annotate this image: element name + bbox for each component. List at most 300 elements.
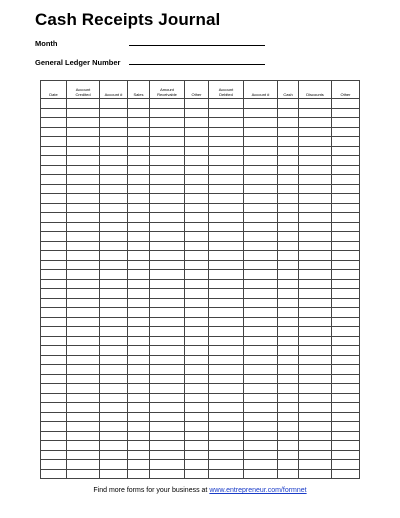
table-cell[interactable] bbox=[209, 127, 244, 137]
table-cell[interactable] bbox=[332, 469, 360, 479]
table-cell[interactable] bbox=[150, 270, 185, 280]
table-cell[interactable] bbox=[299, 165, 332, 175]
table-cell[interactable] bbox=[41, 108, 67, 118]
table-cell[interactable] bbox=[299, 460, 332, 470]
table-cell[interactable] bbox=[67, 308, 100, 318]
table-cell[interactable] bbox=[128, 336, 150, 346]
table-cell[interactable] bbox=[185, 289, 209, 299]
table-cell[interactable] bbox=[209, 393, 244, 403]
table-cell[interactable] bbox=[128, 165, 150, 175]
table-cell[interactable] bbox=[244, 127, 278, 137]
table-cell[interactable] bbox=[100, 222, 128, 232]
table-cell[interactable] bbox=[299, 450, 332, 460]
table-cell[interactable] bbox=[67, 203, 100, 213]
table-cell[interactable] bbox=[332, 374, 360, 384]
table-cell[interactable] bbox=[332, 241, 360, 251]
table-cell[interactable] bbox=[332, 346, 360, 356]
table-cell[interactable] bbox=[100, 308, 128, 318]
table-cell[interactable] bbox=[209, 175, 244, 185]
table-cell[interactable] bbox=[332, 137, 360, 147]
table-cell[interactable] bbox=[244, 374, 278, 384]
table-cell[interactable] bbox=[100, 374, 128, 384]
table-cell[interactable] bbox=[41, 336, 67, 346]
table-cell[interactable] bbox=[100, 260, 128, 270]
table-cell[interactable] bbox=[185, 184, 209, 194]
table-cell[interactable] bbox=[128, 279, 150, 289]
table-cell[interactable] bbox=[41, 127, 67, 137]
table-cell[interactable] bbox=[299, 441, 332, 451]
table-cell[interactable] bbox=[209, 270, 244, 280]
table-cell[interactable] bbox=[299, 308, 332, 318]
table-cell[interactable] bbox=[332, 308, 360, 318]
table-cell[interactable] bbox=[41, 175, 67, 185]
table-cell[interactable] bbox=[41, 241, 67, 251]
table-cell[interactable] bbox=[128, 232, 150, 242]
table-cell[interactable] bbox=[209, 431, 244, 441]
table-cell[interactable] bbox=[67, 108, 100, 118]
table-cell[interactable] bbox=[67, 289, 100, 299]
table-cell[interactable] bbox=[150, 137, 185, 147]
table-cell[interactable] bbox=[185, 317, 209, 327]
table-cell[interactable] bbox=[278, 127, 299, 137]
table-cell[interactable] bbox=[332, 251, 360, 261]
table-cell[interactable] bbox=[128, 374, 150, 384]
table-cell[interactable] bbox=[100, 251, 128, 261]
table-cell[interactable] bbox=[278, 355, 299, 365]
table-cell[interactable] bbox=[299, 279, 332, 289]
table-cell[interactable] bbox=[209, 279, 244, 289]
table-cell[interactable] bbox=[332, 222, 360, 232]
table-cell[interactable] bbox=[67, 213, 100, 223]
table-cell[interactable] bbox=[67, 99, 100, 109]
table-cell[interactable] bbox=[41, 270, 67, 280]
table-cell[interactable] bbox=[150, 346, 185, 356]
table-cell[interactable] bbox=[332, 403, 360, 413]
table-cell[interactable] bbox=[41, 403, 67, 413]
table-cell[interactable] bbox=[150, 251, 185, 261]
table-cell[interactable] bbox=[244, 260, 278, 270]
table-cell[interactable] bbox=[244, 99, 278, 109]
table-cell[interactable] bbox=[332, 412, 360, 422]
table-cell[interactable] bbox=[41, 374, 67, 384]
table-cell[interactable] bbox=[41, 118, 67, 128]
table-cell[interactable] bbox=[100, 175, 128, 185]
table-cell[interactable] bbox=[278, 374, 299, 384]
table-cell[interactable] bbox=[67, 393, 100, 403]
table-cell[interactable] bbox=[41, 298, 67, 308]
table-cell[interactable] bbox=[41, 431, 67, 441]
table-cell[interactable] bbox=[244, 355, 278, 365]
table-cell[interactable] bbox=[299, 346, 332, 356]
table-cell[interactable] bbox=[128, 384, 150, 394]
table-cell[interactable] bbox=[100, 203, 128, 213]
table-cell[interactable] bbox=[299, 118, 332, 128]
table-cell[interactable] bbox=[128, 213, 150, 223]
table-cell[interactable] bbox=[100, 327, 128, 337]
table-cell[interactable] bbox=[209, 194, 244, 204]
table-cell[interactable] bbox=[332, 279, 360, 289]
table-cell[interactable] bbox=[100, 146, 128, 156]
table-cell[interactable] bbox=[100, 384, 128, 394]
table-cell[interactable] bbox=[278, 108, 299, 118]
table-cell[interactable] bbox=[128, 355, 150, 365]
table-cell[interactable] bbox=[244, 403, 278, 413]
table-cell[interactable] bbox=[185, 251, 209, 261]
table-cell[interactable] bbox=[244, 431, 278, 441]
table-cell[interactable] bbox=[67, 194, 100, 204]
table-cell[interactable] bbox=[128, 184, 150, 194]
table-cell[interactable] bbox=[100, 298, 128, 308]
table-cell[interactable] bbox=[67, 431, 100, 441]
table-cell[interactable] bbox=[244, 165, 278, 175]
table-cell[interactable] bbox=[185, 241, 209, 251]
table-cell[interactable] bbox=[244, 251, 278, 261]
table-cell[interactable] bbox=[209, 289, 244, 299]
table-cell[interactable] bbox=[150, 232, 185, 242]
table-cell[interactable] bbox=[244, 412, 278, 422]
table-cell[interactable] bbox=[278, 194, 299, 204]
table-cell[interactable] bbox=[244, 203, 278, 213]
table-cell[interactable] bbox=[128, 412, 150, 422]
table-cell[interactable] bbox=[128, 469, 150, 479]
table-cell[interactable] bbox=[278, 317, 299, 327]
table-cell[interactable] bbox=[299, 327, 332, 337]
table-cell[interactable] bbox=[150, 422, 185, 432]
table-cell[interactable] bbox=[278, 232, 299, 242]
table-cell[interactable] bbox=[332, 450, 360, 460]
table-cell[interactable] bbox=[299, 355, 332, 365]
table-cell[interactable] bbox=[332, 384, 360, 394]
table-cell[interactable] bbox=[128, 460, 150, 470]
table-cell[interactable] bbox=[209, 251, 244, 261]
table-cell[interactable] bbox=[150, 289, 185, 299]
table-cell[interactable] bbox=[244, 118, 278, 128]
table-cell[interactable] bbox=[332, 213, 360, 223]
table-cell[interactable] bbox=[278, 279, 299, 289]
table-cell[interactable] bbox=[128, 441, 150, 451]
table-cell[interactable] bbox=[299, 137, 332, 147]
table-cell[interactable] bbox=[41, 289, 67, 299]
table-cell[interactable] bbox=[150, 365, 185, 375]
table-cell[interactable] bbox=[150, 118, 185, 128]
table-cell[interactable] bbox=[150, 213, 185, 223]
table-cell[interactable] bbox=[100, 184, 128, 194]
table-cell[interactable] bbox=[150, 175, 185, 185]
table-cell[interactable] bbox=[67, 365, 100, 375]
table-cell[interactable] bbox=[150, 327, 185, 337]
table-cell[interactable] bbox=[41, 184, 67, 194]
table-cell[interactable] bbox=[185, 175, 209, 185]
table-cell[interactable] bbox=[244, 108, 278, 118]
table-cell[interactable] bbox=[244, 156, 278, 166]
table-cell[interactable] bbox=[67, 422, 100, 432]
table-cell[interactable] bbox=[41, 232, 67, 242]
table-cell[interactable] bbox=[209, 308, 244, 318]
table-cell[interactable] bbox=[299, 317, 332, 327]
table-cell[interactable] bbox=[67, 127, 100, 137]
table-cell[interactable] bbox=[244, 317, 278, 327]
table-cell[interactable] bbox=[41, 203, 67, 213]
table-cell[interactable] bbox=[41, 99, 67, 109]
table-cell[interactable] bbox=[100, 289, 128, 299]
table-cell[interactable] bbox=[150, 393, 185, 403]
table-cell[interactable] bbox=[41, 317, 67, 327]
table-cell[interactable] bbox=[244, 422, 278, 432]
table-cell[interactable] bbox=[128, 260, 150, 270]
table-cell[interactable] bbox=[41, 146, 67, 156]
table-cell[interactable] bbox=[185, 374, 209, 384]
table-cell[interactable] bbox=[278, 308, 299, 318]
table-cell[interactable] bbox=[100, 108, 128, 118]
table-cell[interactable] bbox=[299, 213, 332, 223]
table-cell[interactable] bbox=[150, 431, 185, 441]
table-cell[interactable] bbox=[67, 137, 100, 147]
table-cell[interactable] bbox=[128, 137, 150, 147]
table-cell[interactable] bbox=[244, 184, 278, 194]
table-cell[interactable] bbox=[128, 403, 150, 413]
table-cell[interactable] bbox=[299, 251, 332, 261]
table-cell[interactable] bbox=[185, 393, 209, 403]
table-cell[interactable] bbox=[128, 203, 150, 213]
table-cell[interactable] bbox=[244, 346, 278, 356]
table-cell[interactable] bbox=[185, 146, 209, 156]
table-cell[interactable] bbox=[278, 146, 299, 156]
table-cell[interactable] bbox=[128, 317, 150, 327]
table-cell[interactable] bbox=[185, 279, 209, 289]
table-cell[interactable] bbox=[299, 422, 332, 432]
table-cell[interactable] bbox=[150, 184, 185, 194]
table-cell[interactable] bbox=[128, 146, 150, 156]
table-cell[interactable] bbox=[100, 317, 128, 327]
table-cell[interactable] bbox=[41, 365, 67, 375]
table-cell[interactable] bbox=[209, 298, 244, 308]
table-cell[interactable] bbox=[185, 355, 209, 365]
table-cell[interactable] bbox=[128, 393, 150, 403]
table-cell[interactable] bbox=[209, 403, 244, 413]
table-cell[interactable] bbox=[299, 270, 332, 280]
table-cell[interactable] bbox=[244, 194, 278, 204]
table-cell[interactable] bbox=[244, 279, 278, 289]
table-cell[interactable] bbox=[185, 450, 209, 460]
general-ledger-number-field[interactable] bbox=[129, 64, 265, 65]
formnet-link[interactable]: www.entrepreneur.com/formnet bbox=[209, 487, 307, 494]
table-cell[interactable] bbox=[150, 165, 185, 175]
table-cell[interactable] bbox=[150, 146, 185, 156]
table-cell[interactable] bbox=[67, 317, 100, 327]
table-cell[interactable] bbox=[299, 241, 332, 251]
table-cell[interactable] bbox=[209, 412, 244, 422]
table-cell[interactable] bbox=[185, 99, 209, 109]
table-cell[interactable] bbox=[244, 469, 278, 479]
table-cell[interactable] bbox=[299, 184, 332, 194]
table-cell[interactable] bbox=[67, 460, 100, 470]
table-cell[interactable] bbox=[244, 146, 278, 156]
table-cell[interactable] bbox=[278, 99, 299, 109]
table-cell[interactable] bbox=[185, 213, 209, 223]
table-cell[interactable] bbox=[332, 422, 360, 432]
month-field[interactable] bbox=[129, 45, 265, 46]
table-cell[interactable] bbox=[128, 156, 150, 166]
table-cell[interactable] bbox=[41, 222, 67, 232]
table-cell[interactable] bbox=[332, 327, 360, 337]
table-cell[interactable] bbox=[150, 412, 185, 422]
table-cell[interactable] bbox=[332, 203, 360, 213]
table-cell[interactable] bbox=[278, 289, 299, 299]
table-cell[interactable] bbox=[100, 393, 128, 403]
table-cell[interactable] bbox=[244, 137, 278, 147]
table-cell[interactable] bbox=[128, 127, 150, 137]
table-cell[interactable] bbox=[128, 241, 150, 251]
table-cell[interactable] bbox=[100, 137, 128, 147]
table-cell[interactable] bbox=[100, 270, 128, 280]
table-cell[interactable] bbox=[67, 441, 100, 451]
table-cell[interactable] bbox=[278, 251, 299, 261]
table-cell[interactable] bbox=[209, 232, 244, 242]
table-cell[interactable] bbox=[185, 384, 209, 394]
table-cell[interactable] bbox=[67, 336, 100, 346]
table-cell[interactable] bbox=[185, 365, 209, 375]
table-cell[interactable] bbox=[278, 260, 299, 270]
table-cell[interactable] bbox=[185, 232, 209, 242]
table-cell[interactable] bbox=[185, 403, 209, 413]
table-cell[interactable] bbox=[209, 156, 244, 166]
table-cell[interactable] bbox=[150, 156, 185, 166]
table-cell[interactable] bbox=[278, 422, 299, 432]
table-cell[interactable] bbox=[185, 127, 209, 137]
table-cell[interactable] bbox=[209, 203, 244, 213]
table-cell[interactable] bbox=[67, 165, 100, 175]
table-cell[interactable] bbox=[332, 146, 360, 156]
table-cell[interactable] bbox=[67, 184, 100, 194]
table-cell[interactable] bbox=[299, 289, 332, 299]
table-cell[interactable] bbox=[299, 203, 332, 213]
table-cell[interactable] bbox=[209, 441, 244, 451]
table-cell[interactable] bbox=[244, 450, 278, 460]
table-cell[interactable] bbox=[332, 118, 360, 128]
table-cell[interactable] bbox=[209, 374, 244, 384]
table-cell[interactable] bbox=[209, 108, 244, 118]
table-cell[interactable] bbox=[244, 393, 278, 403]
table-cell[interactable] bbox=[278, 384, 299, 394]
table-cell[interactable] bbox=[100, 127, 128, 137]
table-cell[interactable] bbox=[100, 365, 128, 375]
table-cell[interactable] bbox=[278, 137, 299, 147]
table-cell[interactable] bbox=[278, 365, 299, 375]
table-cell[interactable] bbox=[150, 279, 185, 289]
table-cell[interactable] bbox=[100, 403, 128, 413]
table-cell[interactable] bbox=[185, 165, 209, 175]
table-cell[interactable] bbox=[128, 298, 150, 308]
table-cell[interactable] bbox=[100, 336, 128, 346]
table-cell[interactable] bbox=[209, 146, 244, 156]
table-cell[interactable] bbox=[244, 460, 278, 470]
table-cell[interactable] bbox=[41, 165, 67, 175]
table-cell[interactable] bbox=[332, 270, 360, 280]
table-cell[interactable] bbox=[278, 412, 299, 422]
table-cell[interactable] bbox=[100, 194, 128, 204]
table-cell[interactable] bbox=[185, 203, 209, 213]
table-cell[interactable] bbox=[41, 384, 67, 394]
table-cell[interactable] bbox=[150, 127, 185, 137]
table-cell[interactable] bbox=[100, 412, 128, 422]
table-cell[interactable] bbox=[67, 232, 100, 242]
table-cell[interactable] bbox=[299, 194, 332, 204]
table-cell[interactable] bbox=[150, 222, 185, 232]
table-cell[interactable] bbox=[209, 184, 244, 194]
table-cell[interactable] bbox=[41, 279, 67, 289]
table-cell[interactable] bbox=[67, 146, 100, 156]
table-cell[interactable] bbox=[209, 450, 244, 460]
table-cell[interactable] bbox=[332, 431, 360, 441]
table-cell[interactable] bbox=[67, 355, 100, 365]
table-cell[interactable] bbox=[150, 469, 185, 479]
table-cell[interactable] bbox=[185, 431, 209, 441]
table-cell[interactable] bbox=[299, 298, 332, 308]
table-cell[interactable] bbox=[41, 327, 67, 337]
table-cell[interactable] bbox=[41, 460, 67, 470]
table-cell[interactable] bbox=[332, 317, 360, 327]
table-cell[interactable] bbox=[150, 450, 185, 460]
table-cell[interactable] bbox=[209, 99, 244, 109]
table-cell[interactable] bbox=[332, 175, 360, 185]
table-cell[interactable] bbox=[185, 108, 209, 118]
table-cell[interactable] bbox=[278, 346, 299, 356]
table-cell[interactable] bbox=[128, 222, 150, 232]
table-cell[interactable] bbox=[128, 422, 150, 432]
table-cell[interactable] bbox=[209, 241, 244, 251]
table-cell[interactable] bbox=[299, 469, 332, 479]
table-cell[interactable] bbox=[278, 450, 299, 460]
table-cell[interactable] bbox=[100, 355, 128, 365]
table-cell[interactable] bbox=[332, 232, 360, 242]
table-cell[interactable] bbox=[278, 469, 299, 479]
table-cell[interactable] bbox=[185, 270, 209, 280]
table-cell[interactable] bbox=[278, 184, 299, 194]
table-cell[interactable] bbox=[278, 403, 299, 413]
table-cell[interactable] bbox=[67, 156, 100, 166]
table-cell[interactable] bbox=[278, 203, 299, 213]
table-cell[interactable] bbox=[100, 156, 128, 166]
table-cell[interactable] bbox=[299, 232, 332, 242]
table-cell[interactable] bbox=[332, 260, 360, 270]
table-cell[interactable] bbox=[67, 469, 100, 479]
table-cell[interactable] bbox=[67, 327, 100, 337]
table-cell[interactable] bbox=[67, 279, 100, 289]
table-cell[interactable] bbox=[150, 108, 185, 118]
table-cell[interactable] bbox=[209, 317, 244, 327]
table-cell[interactable] bbox=[244, 270, 278, 280]
table-cell[interactable] bbox=[41, 137, 67, 147]
table-cell[interactable] bbox=[332, 355, 360, 365]
table-cell[interactable] bbox=[244, 213, 278, 223]
table-cell[interactable] bbox=[278, 393, 299, 403]
table-cell[interactable] bbox=[41, 355, 67, 365]
table-cell[interactable] bbox=[150, 194, 185, 204]
table-cell[interactable] bbox=[100, 279, 128, 289]
table-cell[interactable] bbox=[41, 393, 67, 403]
table-cell[interactable] bbox=[332, 289, 360, 299]
table-cell[interactable] bbox=[332, 194, 360, 204]
table-cell[interactable] bbox=[128, 251, 150, 261]
table-cell[interactable] bbox=[150, 403, 185, 413]
table-cell[interactable] bbox=[67, 118, 100, 128]
table-cell[interactable] bbox=[67, 384, 100, 394]
table-cell[interactable] bbox=[278, 270, 299, 280]
table-cell[interactable] bbox=[209, 355, 244, 365]
table-cell[interactable] bbox=[41, 441, 67, 451]
table-cell[interactable] bbox=[67, 374, 100, 384]
table-cell[interactable] bbox=[299, 431, 332, 441]
